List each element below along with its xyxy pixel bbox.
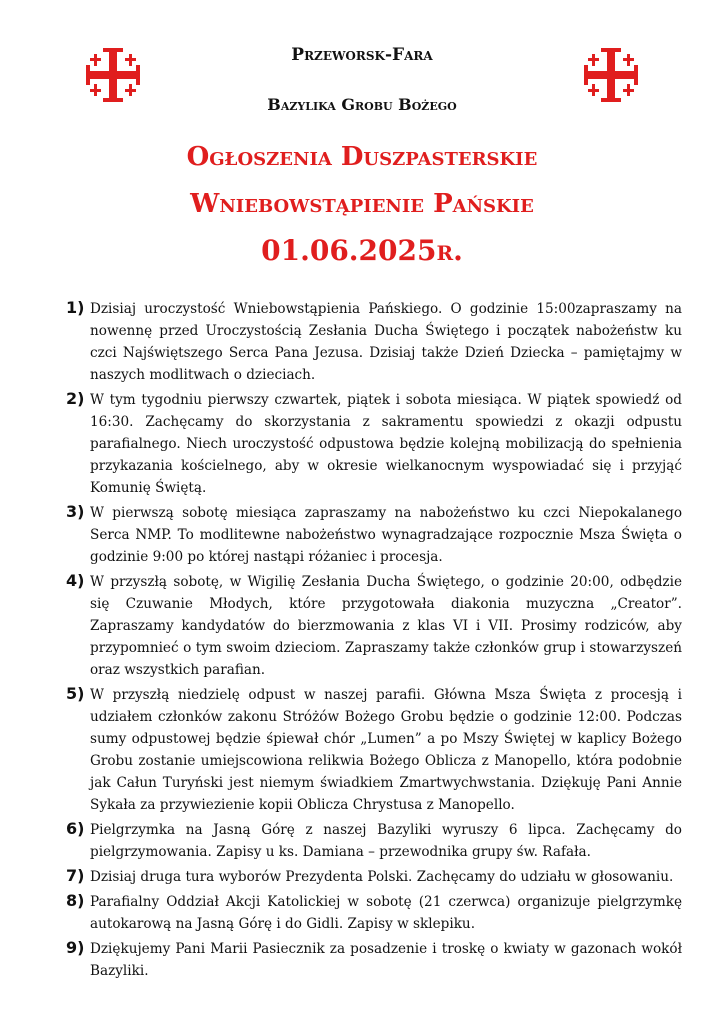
basilica-name: Bazylika Grobu Bożego xyxy=(267,95,457,114)
item-text: W przyszłą niedzielę odpust w naszej parafii. Główna Msza Święta z procesją i udziałem członków zakonu Stróżów Bożego Grobu będzie o godzinie 12:00. Podczas sumy odpustowej będzie śpiewał chór „Lumen” a po Mszy Świętej w kaplicy Bożego Grobu zostanie umiejscowiona relikwia Bożego Oblicza z Manopello, która podobnie jak Całun Turyński jest niemym świadkiem Zmartwychwstania. Dziękuję Pani Annie Sykała za przywiezienie kopii Oblicza Chrystusa z Manopello. xyxy=(90,687,682,813)
announcement-item xyxy=(66,866,682,888)
announcement-item xyxy=(66,502,682,568)
date: 01.06.2025r. xyxy=(261,234,463,267)
announcement-item xyxy=(66,891,682,935)
item-text: Pielgrzymka na Jasną Górę z naszej Bazyliki wyruszy 6 lipca. Zachęcamy do pielgrzymowania. Zapisy u ks. Damiana – przewodnika grupy św. Rafała. xyxy=(90,822,682,860)
item-text: Parafialny Oddział Akcji Katolickiej w sobotę (21 czerwca) organizuje pielgrzymkę autokarową na Jasną Górę i do Gidli. Zapisy w sklepiku. xyxy=(90,894,682,932)
announcement-item xyxy=(66,571,682,681)
announcement-item xyxy=(66,389,682,499)
parish-name: Przeworsk-Fara xyxy=(291,45,433,65)
item-text: W pierwszą sobotę miesiąca zapraszamy na nabożeństwo ku czci Niepokalanego Serca NMP. To modlitewne nabożeństwo wynagradzające rozpocznie Msza Święta o godzinie 9:00 po której nastąpi różaniec i procesja. xyxy=(90,505,682,565)
item-number: 6) xyxy=(66,819,85,838)
item-text: Dzisiaj uroczystość Wniebowstąpienia Pańskiego. O godzinie 15:00zapraszamy na nowennę przed Uroczystością Zesłania Ducha Świętego i początek nabożeństw ku czci Najświętszego Serca Pana Jezusa. Dzisiaj także Dzień Dziecka – pamiętajmy w naszych modlitwach o dzieciach. xyxy=(90,301,682,383)
item-text: W przyszłą sobotę, w Wigilię Zesłania Ducha Świętego, o godzinie 20:00, odbędzie się Czuwanie Młodych, które przygotowała diakonia muzyczna „Creator”. Zapraszamy kandydatów do bierzmowania z klas VI i VII. Prosimy rodziców, aby przypomnieć o tym swoim dzieciom. Zapraszamy także członków grup i stowarzyszeń oraz wszystkich parafian. xyxy=(90,574,682,678)
item-number: 2) xyxy=(66,389,85,408)
item-text: Dzisiaj druga tura wyborów Prezydenta Polski. Zachęcamy do udziału w głosowaniu. xyxy=(90,869,674,885)
item-number: 8) xyxy=(66,891,85,910)
announcement-item xyxy=(66,938,682,982)
item-number: 7) xyxy=(66,866,85,885)
item-number: 9) xyxy=(66,938,85,957)
item-text: W tym tygodniu pierwszy czwartek, piątek i sobota miesiąca. W piątek spowiedź od 16:30. Zachęcamy do skorzystania z sakramentu spowiedzi z okazji odpustu parafialnego. Niech uroczystość odpustowa będzie kolejną mobilizacją do spełnienia przykazania kościelnego, aby w okresie wielkanocnym wyspowiadać się i przyjąć Komunię Świętą. xyxy=(90,392,682,496)
announcements-list xyxy=(66,298,682,985)
feast-name: Wniebowstąpienie Pańskie xyxy=(190,189,534,219)
page-title: Ogłoszenia Duszpasterskie xyxy=(186,142,538,172)
announcement-item xyxy=(66,298,682,386)
item-number: 4) xyxy=(66,571,85,590)
item-number: 1) xyxy=(66,298,85,317)
announcement-item xyxy=(66,819,682,863)
item-number: 5) xyxy=(66,684,85,703)
item-number: 3) xyxy=(66,502,85,521)
announcement-item xyxy=(66,684,682,816)
item-text: Dziękujemy Pani Marii Pasiecznik za posadzenie i troskę o kwiaty w gazonach wokół Bazyliki. xyxy=(90,941,682,979)
